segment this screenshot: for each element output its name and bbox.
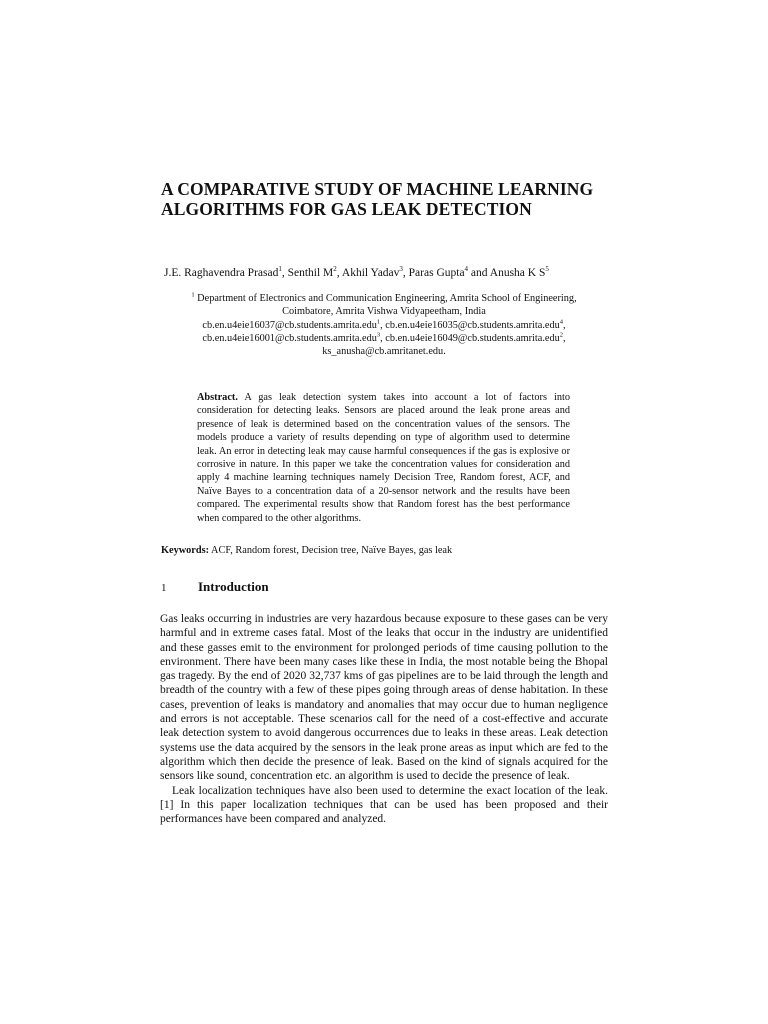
affiliation-department: Department of Electronics and Communication Engineering, Amrita School of Engineering, <box>194 293 577 304</box>
email-sup: 1 <box>376 318 381 326</box>
author-list <box>164 266 624 280</box>
email-link[interactable]: , cb.en.u4eie16035@cb.students.amrita.edu <box>380 319 560 331</box>
title-line-1: A COMPARATIVE STUDY OF MACHINE LEARNING <box>161 179 594 199</box>
section-title: Introduction <box>198 579 269 594</box>
author-name: J.E. Raghavendra Prasad <box>164 267 279 279</box>
body-text <box>160 612 608 826</box>
abstract-label: Abstract. <box>197 392 238 403</box>
keywords-text: ACF, Random forest, Decision tree, Naïve Bayes, gas leak <box>209 545 453 556</box>
affiliation-institution: Coimbatore, Amrita Vishwa Vidyapeetham, India <box>282 306 486 318</box>
abstract-text: A gas leak detection system takes into account a lot of factors into consideration for detecting leaks. Sensors are placed around the leak prone areas and presence of leak is determined based on the concentration values of the sensors. The models produce a variety of results depending on type of algorithm used to determine leak. An error in detecting leak may cause harmful consequences if the gas is explosive or corrosive in nature. In this paper we take the concentration values for consideration and apply 4 machine learning techniques namely Decision Tree, Random forest, ACF, and Naïve Bayes to a concentration data of a 20-sensor network and the results have been compared. The experimental results show that Random forest has the best performance when compared to the other algorithms. <box>197 392 570 524</box>
author-sup: 4 <box>464 265 469 274</box>
author-sup: 2 <box>333 265 337 274</box>
affiliation-block <box>160 292 608 358</box>
email-sup: 4 <box>559 318 564 326</box>
abstract <box>197 391 570 525</box>
author-name: Akhil Yadav <box>341 267 400 279</box>
author-separator: , <box>402 267 409 279</box>
keywords-label: Keywords: <box>161 545 210 556</box>
author-name: Paras Gupta <box>408 267 465 279</box>
email-link[interactable]: , cb.en.u4eie16049@cb.students.amrita.edu <box>380 332 560 344</box>
email-link[interactable]: cb.en.u4eie16037@cb.students.amrita.edu <box>202 319 377 331</box>
affiliation-emails-2 <box>160 332 608 345</box>
author-sup: 3 <box>399 265 403 274</box>
email-link[interactable]: ks_anusha@cb.amritanet.edu. <box>322 346 446 358</box>
author-sup: 1 <box>278 265 282 274</box>
email-sup: 2 <box>559 331 564 339</box>
author-separator: , <box>281 267 288 279</box>
section-number: 1 <box>161 582 167 594</box>
paragraph: Gas leaks occurring in industries are very hazardous because exposure to these gases can be very harmful and in extreme cases fatal. Most of the leaks that occur in the industry are unidentified and these gasses emit to the environment for prolonged periods of time causing pollution to the environment. There have been many cases like these in India, the most notable being the Bhopal gas tragedy. By the end of 2020 32,737 kms of gas pipelines are to be laid through the length and breadth of the country with a few of these pipes going through areas of dense habitation. In these cases, prevention of leaks is mandatory and anomalies that may occur due to human negligence and errors is not acceptable. These scenarios call for the need of a cost-effective and accurate leak detection system to avoid dangerous occurrences due to leaks in these areas. Leak detection systems use the data acquired by the sensors in the leak prone areas as input which are fed to the algorithm which then decide the presence of leak. Based on the kind of signals acquired for the sensors like sound, concentration etc. an algorithm is used to decide the presence of leak. <box>160 613 608 783</box>
author-separator: and <box>468 267 490 279</box>
email-punct: , <box>563 319 566 331</box>
author-sup: 5 <box>545 265 549 274</box>
paragraph: Leak localization techniques have also been used to determine the exact location of the leak.[1] In this paper localization techniques that can be used has been proposed and their performances have been compared and analyzed. <box>160 784 608 826</box>
email-link[interactable]: cb.en.u4eie16001@cb.students.amrita.edu <box>202 332 377 344</box>
email-punct: , <box>563 332 566 344</box>
author-name: Anusha K S <box>489 267 546 279</box>
affiliation-sup: 1 <box>191 291 195 299</box>
affiliation-line <box>160 292 608 305</box>
author-separator: , <box>336 267 342 279</box>
title-line-2: ALGORITHMS FOR GAS LEAK DETECTION <box>161 199 532 219</box>
affiliation-emails-1 <box>160 319 608 332</box>
author-name: Senthil M <box>287 267 334 279</box>
email-sup: 3 <box>376 331 381 339</box>
paper-title <box>161 179 641 219</box>
keywords <box>161 544 621 557</box>
section-heading <box>161 579 621 596</box>
